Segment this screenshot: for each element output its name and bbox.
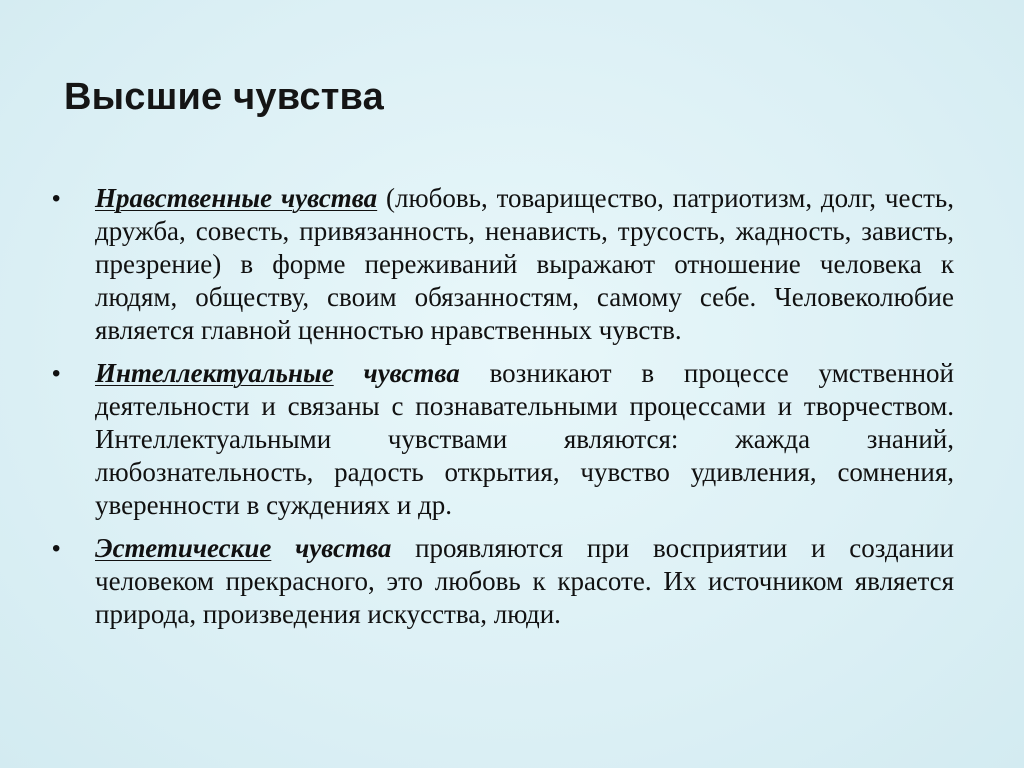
bullet-term-suffix: чувства	[333, 358, 460, 388]
bullet-text: возникают в процессе умственной деятельности и связаны с познавательными процессами и творчеством. Интеллектуальными чувствами являются: жажда знаний, любознательность, радость открытия, чувство удивления, сомнения, уверенности в суждениях и др.	[95, 358, 954, 520]
bullet-term: Нравственные чувства	[95, 183, 378, 213]
bullet-dot-icon: •	[52, 360, 61, 387]
slide-title: Высшие чувства	[64, 76, 384, 118]
bullet-item-moral	[52, 182, 954, 347]
bullet-dot-icon: •	[52, 535, 61, 562]
bullet-text: проявляются при восприятии и создании человеком прекрасного, это любовь к красоте. Их источником является природа, произведения искусства, люди.	[95, 533, 954, 629]
bullet-term: Эстетические	[95, 533, 272, 563]
bullet-text: (любовь, товарищество, патриотизм, долг, честь, дружба, совесть, привязанность, ненависть, трусость, жадность, зависть, презрение) в форме переживаний выражают отношение человека к людям, обществу, своим обязанностям, самому себе. Человеколюбие является главной ценностью нравственных чувств.	[95, 183, 954, 345]
bullet-item-intellectual	[52, 357, 954, 522]
bullet-dot-icon: •	[52, 185, 61, 212]
bullet-item-aesthetic	[52, 532, 954, 631]
bullet-term: Интеллектуальные	[95, 358, 334, 388]
bullet-list	[52, 182, 954, 641]
bullet-term-suffix: чувства	[271, 533, 392, 563]
